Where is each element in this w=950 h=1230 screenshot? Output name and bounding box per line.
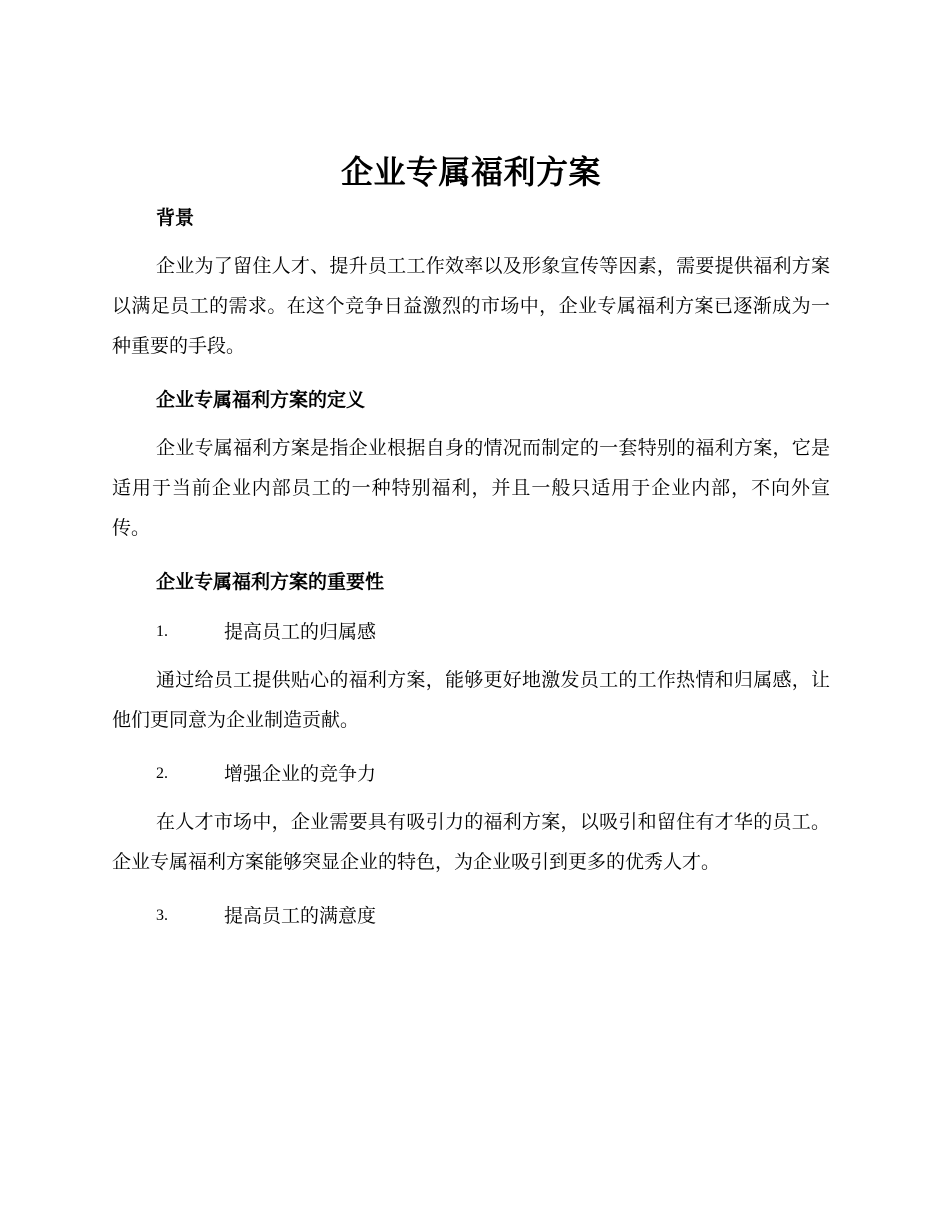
section-heading-definition: 企业专属福利方案的定义 xyxy=(156,389,366,411)
list-number: 3. xyxy=(156,907,168,924)
document-content xyxy=(112,148,830,938)
section-heading-background: 背景 xyxy=(156,207,195,229)
section-heading-importance: 企业专属福利方案的重要性 xyxy=(156,571,385,593)
list-item-2 xyxy=(112,752,830,796)
list-number: 1. xyxy=(156,623,168,640)
list-item-paragraph-1: 通过给员工提供贴心的福利方案，能够更好地激发员工的工作热情和归属感，让他们更同意为企业制造贡献。 xyxy=(112,669,830,731)
list-item-title: 提高员工的归属感 xyxy=(224,621,377,643)
list-item-1 xyxy=(112,610,830,654)
section-paragraph-background: 企业为了留住人才、提升员工工作效率以及形象宣传等因素，需要提供福利方案以满足员工的需求。在这个竞争日益激烈的市场中，企业专属福利方案已逐渐成为一种重要的手段。 xyxy=(112,255,830,357)
list-item-title: 提高员工的满意度 xyxy=(224,905,377,927)
list-number: 2. xyxy=(156,765,168,782)
list-item-3 xyxy=(112,894,830,938)
document-title: 企业专属福利方案 xyxy=(340,153,601,191)
list-item-title: 增强企业的竞争力 xyxy=(224,763,377,785)
list-item-paragraph-2: 在人才市场中，企业需要具有吸引力的福利方案，以吸引和留住有才华的员工。企业专属福利方案能够突显企业的特色，为企业吸引到更多的优秀人才。 xyxy=(112,811,830,873)
section-paragraph-definition: 企业专属福利方案是指企业根据自身的情况而制定的一套特别的福利方案，它是适用于当前企业内部员工的一种特别福利，并且一般只适用于企业内部，不向外宣传。 xyxy=(112,437,830,539)
